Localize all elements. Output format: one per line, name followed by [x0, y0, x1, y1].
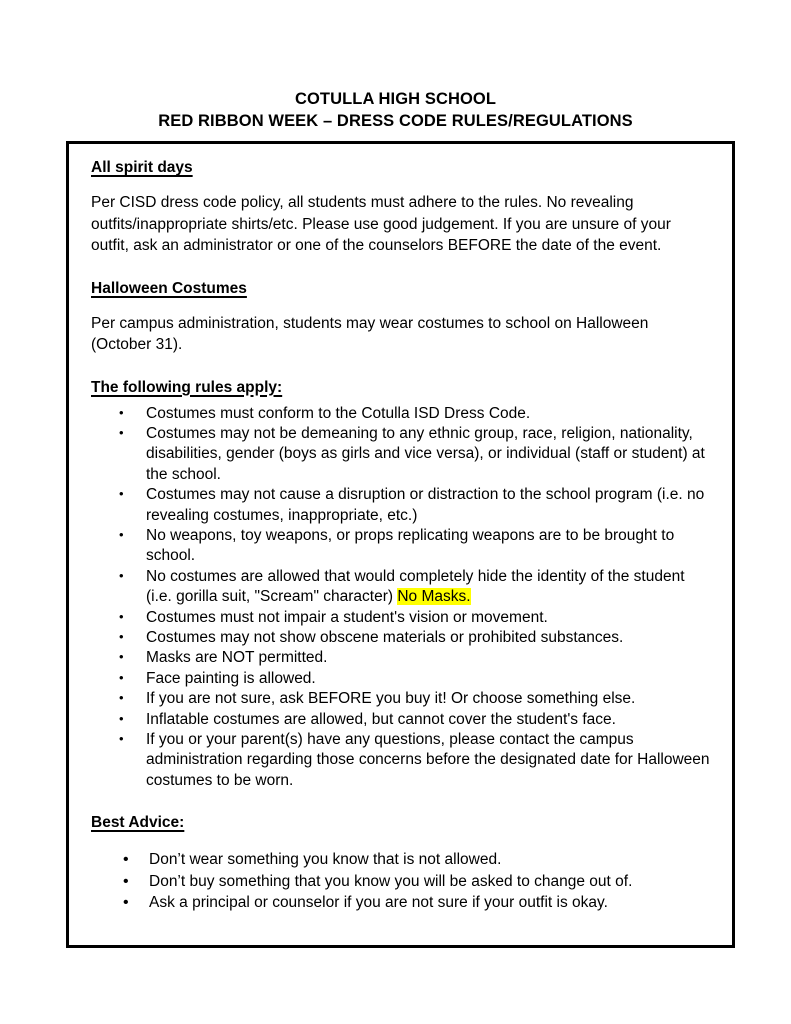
spacer [91, 791, 712, 813]
list-item: • Don’t wear something you know that is not allowed. [91, 849, 712, 871]
list-item: • Costumes may not be demeaning to any ethnic group, race, religion, nationality, disabilities, gender (boys as girls and vice versa), or individual (staff or student) at the school. [91, 424, 712, 485]
list-item: • If you or your parent(s) have any questions, please contact the campus administration regarding those concerns before the designated date for Halloween costumes to be worn. [91, 730, 712, 791]
list-item: • Costumes must conform to the Cotulla ISD Dress Code. [91, 404, 712, 424]
list-item: • Masks are NOT permitted. [91, 648, 712, 668]
heading-best-advice: Best Advice: [91, 814, 185, 832]
list-item: • Costumes may not show obscene materials or prohibited substances. [91, 628, 712, 648]
list-item: • Ask a principal or counselor if you are not sure if your outfit is okay. [91, 892, 712, 914]
list-item: • Costumes must not impair a student's vision or movement. [91, 608, 712, 628]
paragraph-halloween-costumes: Per campus administration, students may wear costumes to school on Halloween (October 31). [91, 314, 649, 353]
rules-content-box [66, 141, 735, 948]
highlight-no-masks: No Masks. [397, 588, 471, 606]
heading-wrap-best-advice [91, 813, 712, 833]
spacer [91, 356, 712, 378]
title-line-school: COTULLA HIGH SCHOOL [294, 90, 497, 108]
heading-wrap-rules [91, 378, 712, 398]
heading-halloween-costumes: Halloween Costumes [91, 279, 247, 297]
list-item: • If you are not sure, ask BEFORE you buy it! Or choose something else. [91, 689, 712, 709]
list-item-highlighted [91, 567, 712, 608]
rules-list [91, 404, 712, 792]
list-item: • Inflatable costumes are allowed, but cannot cover the student's face. [91, 710, 712, 730]
list-item: • Don’t buy something that you know you will be asked to change out of. [91, 871, 712, 893]
list-item: • Face painting is allowed. [91, 669, 712, 689]
section-all-spirit-days [91, 158, 712, 257]
section-halloween-costumes [91, 279, 712, 356]
list-item: • No weapons, toy weapons, or props replicating weapons are to be brought to school. [91, 526, 712, 567]
section-rules [91, 378, 712, 792]
heading-wrap-spirit-days [91, 158, 712, 178]
heading-rules-apply: The following rules apply: [91, 378, 283, 396]
heading-wrap-halloween [91, 279, 712, 299]
rule-text-before-highlight: No costumes are allowed that would completely hide the identity of the student (i.e. gorilla suit, "Scream" character) [146, 567, 685, 606]
document-title [0, 88, 791, 132]
list-item: • Costumes may not cause a disruption or distraction to the school program (i.e. no revealing costumes, inappropriate, etc.) [91, 485, 712, 526]
spacer [91, 257, 712, 279]
heading-all-spirit-days: All spirit days [91, 159, 193, 176]
paragraph-all-spirit-days: Per CISD dress code policy, all students must adhere to the rules. No revealing outfits/inappropriate shirts/etc. Please use good judgement. If you are unsure of your outfit, ask an administrator or one of the counselors BEFORE the date of the event. [91, 194, 671, 254]
section-best-advice [91, 813, 712, 914]
best-advice-list [91, 849, 712, 914]
title-line-subject: RED RIBBON WEEK – DRESS CODE RULES/REGULATIONS [158, 112, 633, 130]
